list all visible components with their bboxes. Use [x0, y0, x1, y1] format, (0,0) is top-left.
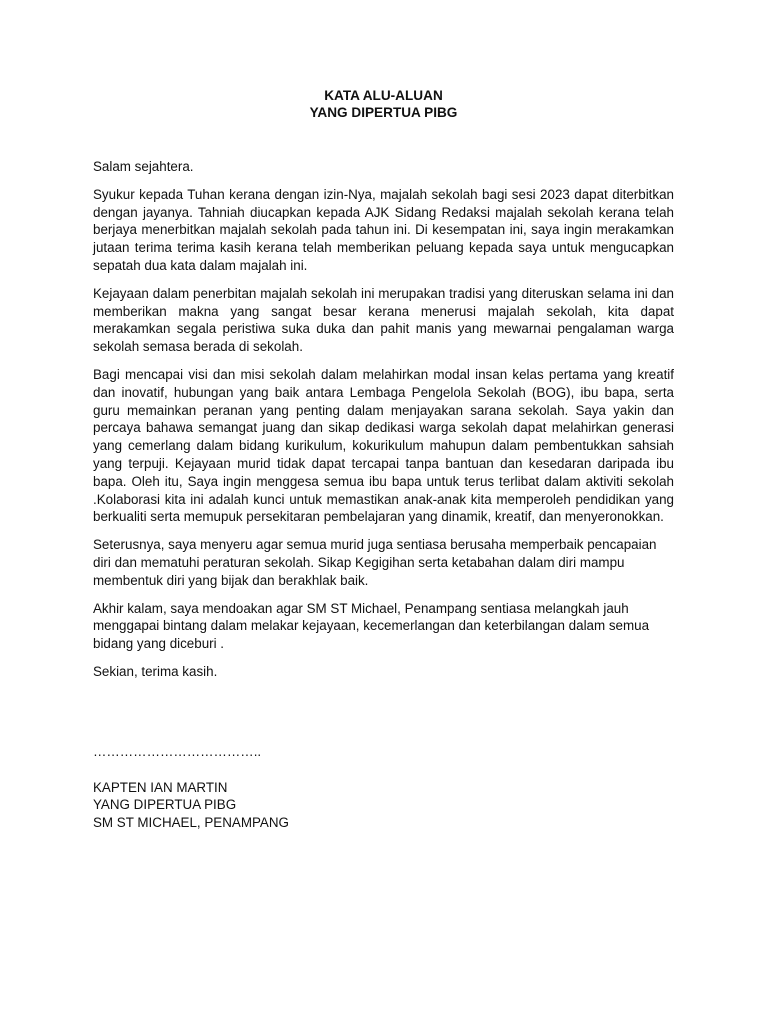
paragraph-1: Syukur kepada Tuhan kerana dengan izin-Nya, majalah sekolah bagi sesi 2023 dapat diterbitkan dengan jayanya. Tahniah diucapkan kepada AJK Sidang Redaksi majalah sekolah kerana telah berjaya menerbitkan majalah sekolah pada tahun ini. Di kesempatan ini, saya ingin merakamkan jutaan terima terima kasih kerana telah memberikan peluang kepada saya untuk mengucapkan sepatah dua kata dalam majalah ini. — [93, 186, 674, 273]
signatory-school: SM ST MICHAEL, PENAMPANG — [93, 815, 289, 831]
title-block — [93, 87, 674, 121]
paragraph-5: Akhir kalam, saya mendoakan agar SM ST Michael, Penampang sentiasa melangkah jauh menggapai bintang dalam melakar kejayaan, kecemerlangan dan keterbilangan dalam semua bidang yang diceburi . — [93, 600, 650, 652]
signatory-name: KAPTEN IAN MARTIN — [93, 779, 228, 795]
signature-line: ……………………………….. — [93, 743, 262, 759]
paragraph-4: Seterusnya, saya menyeru agar semua murid juga sentiasa berusaha memperbaik pencapaian diri dan mematuhi peraturan sekolah. Sikap Kegigihan serta ketabahan dalam diri mampu membentuk diri yang bijak dan berakhlak baik. — [93, 537, 657, 588]
document-title: KATA ALU-ALUAN — [324, 88, 443, 103]
signatory-block — [93, 779, 674, 832]
paragraph-2: Kejayaan dalam penerbitan majalah sekolah ini merupakan tradisi yang diteruskan selama ini dan memberikan makna yang sangat besar kerana menerusi majalah sekolah, kita dapat merakamkan segala peristiwa suka duka dan pahit manis yang mewarnai pengalaman warga sekolah semasa berada di sekolah. — [93, 285, 674, 355]
document-subtitle: YANG DIPERTUA PIBG — [309, 105, 458, 120]
greeting: Salam sejahtera. — [93, 159, 194, 174]
signatory-title: YANG DIPERTUA PIBG — [93, 797, 237, 813]
document-body — [93, 87, 674, 832]
paragraph-3: Bagi mencapai visi dan misi sekolah dalam melahirkan modal insan kelas pertama yang kreatif dan inovatif, hubungan yang baik antara Lembaga Pengelola Sekolah (BOG), ibu bapa, serta guru memainkan peranan yang penting dalam menjayakan sarana sekolah. Saya yakin dan percaya bahawa semangat juang dan sikap dedikasi warga sekolah dapat melahirkan generasi yang cemerlang dalam bidang kurikulum, kokurikulum mahupun dalam pembentukkan sahsiah yang terpuji. Kejayaan murid tidak dapat tercapai tanpa bantuan dan kesedaran daripada ibu bapa. Oleh itu, Saya ingin menggesa semua ibu bapa untuk terus terlibat dalam aktiviti sekolah .Kolaborasi kita ini adalah kunci untuk memastikan anak-anak kita memperoleh pendidikan yang berkualiti serta memupuk persekitaran pembelajaran yang dinamik, kreatif, dan menyeronokkan. — [93, 366, 674, 525]
closing-line: Sekian, terima kasih. — [93, 663, 218, 679]
